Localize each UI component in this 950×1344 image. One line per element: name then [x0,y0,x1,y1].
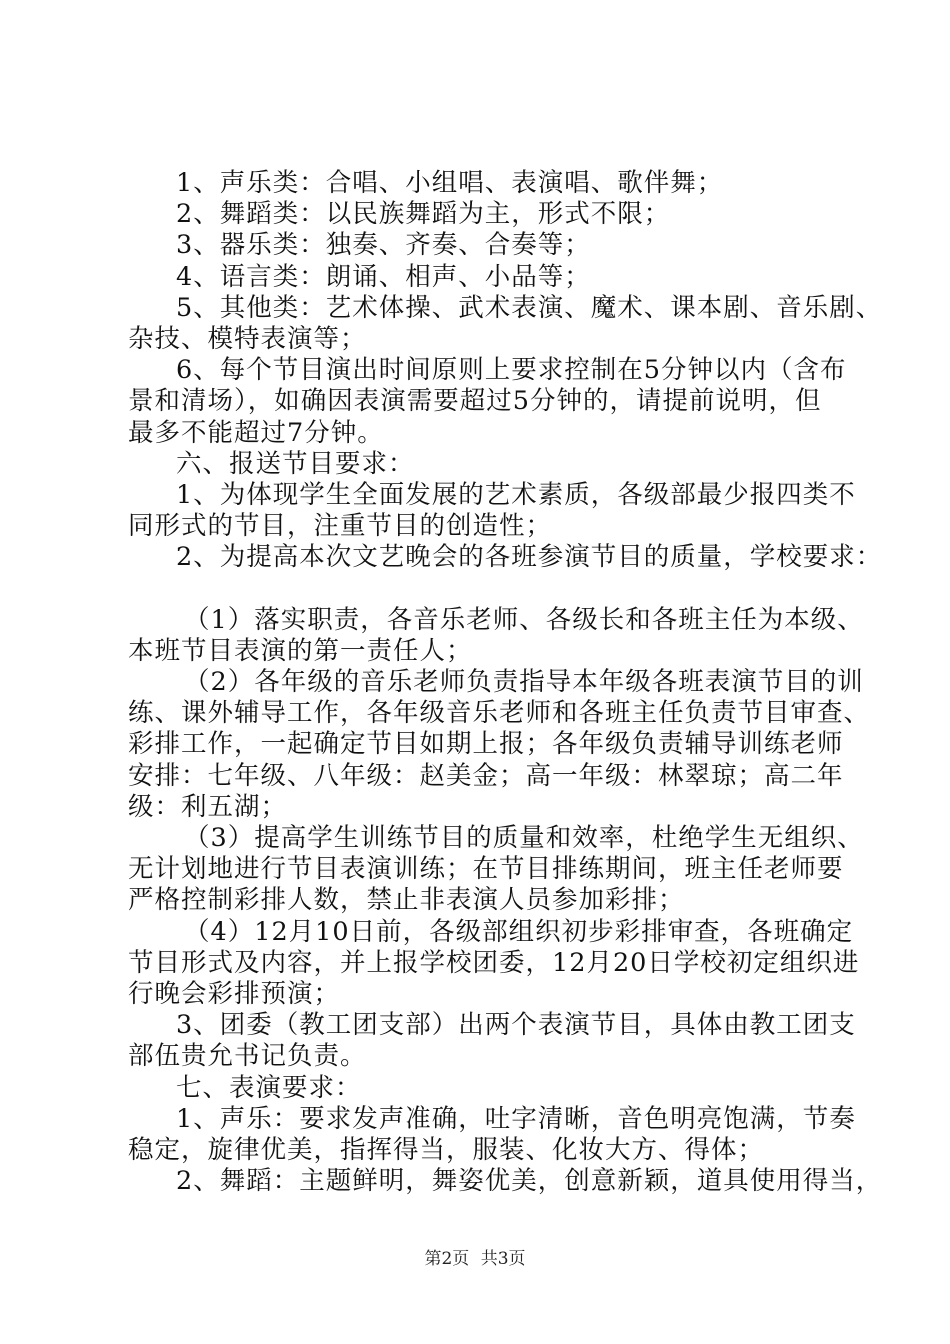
paragraph-line: 3、团委（教工团支部）出两个表演节目，具体由教工团支 [176,1010,856,1041]
document-body [128,168,883,1198]
paragraph-line: 5、其他类：艺术体操、武术表演、魔术、课本剧、音乐剧、 [176,292,883,323]
section-heading: 七、表演要求： [176,1072,362,1103]
paragraph-line: 稳定，旋律优美，指挥得当，服装、化妆大方、得体； [128,1135,765,1166]
paragraph-line: （1）落实职责，各音乐老师、各级长和各班主任为本级、 [184,604,864,635]
paragraph-line: 部伍贵允书记负责。 [128,1041,367,1072]
paragraph-line: 级：利五湖； [128,791,288,822]
paragraph-line: 2、舞蹈类：以民族舞蹈为主，形式不限； [176,199,671,230]
paragraph-line: 4、语言类：朗诵、相声、小品等； [176,261,591,292]
paragraph-line: 节目形式及内容，并上报学校团委，12月20日学校初定组织进 [128,947,860,978]
paragraph-line: （3）提高学生训练节目的质量和效率，杜绝学生无组织、 [184,823,864,854]
paragraph-line: 景和清场），如确因表演需要超过5分钟的，请提前说明，但 [128,386,822,417]
paragraph-line: （2）各年级的音乐老师负责指导本年级各班表演节目的训 [184,667,864,698]
paragraph-line: 彩排工作，一起确定节目如期上报；各年级负责辅导训练老师 [128,729,844,760]
paragraph-line: 2、为提高本次文艺晚会的各班参演节目的质量，学校要求： [176,542,883,573]
paragraph-line: （4）12月10日前，各级部组织初步彩排审查，各班确定 [184,916,854,947]
paragraph-line: 严格控制彩排人数，禁止非表演人员参加彩排； [128,885,685,916]
paragraph-line: 练、课外辅导工作，各年级音乐老师和各班主任负责节目审查、 [128,698,871,729]
paragraph-line: 6、每个节目演出时间原则上要求控制在5分钟以内（含布 [176,355,847,386]
paragraph-line: 无计划地进行节目表演训练；在节目排练期间，班主任老师要 [128,854,844,885]
paragraph-line: 本班节目表演的第一责任人； [128,635,473,666]
page-footer: 第2页 共3页 [424,1249,526,1269]
paragraph-line: 2、舞蹈：主题鲜明，舞姿优美，创意新颖，道具使用得当， [176,1166,883,1197]
paragraph-line: 安排：七年级、八年级：赵美金；高一年级：林翠琼；高二年 [128,760,844,791]
paragraph-line: 1、声乐：要求发声准确，吐字清晰，音色明亮饱满，节奏 [176,1103,856,1134]
paragraph-line: 行晚会彩排预演； [128,979,341,1010]
paragraph-line: 最多不能超过7分钟。 [128,417,384,448]
paragraph-line: 3、器乐类：独奏、齐奏、合奏等； [176,230,591,261]
paragraph-line: 杂技、模特表演等； [128,324,367,355]
paragraph-line: 1、为体现学生全面发展的艺术素质，各级部最少报四类不 [176,480,856,511]
section-heading: 六、报送节目要求： [176,448,415,479]
paragraph-line: 同形式的节目，注重节目的创造性； [128,511,553,542]
blank-line [128,574,850,605]
paragraph-line: 1、声乐类：合唱、小组唱、表演唱、歌伴舞； [176,168,724,198]
